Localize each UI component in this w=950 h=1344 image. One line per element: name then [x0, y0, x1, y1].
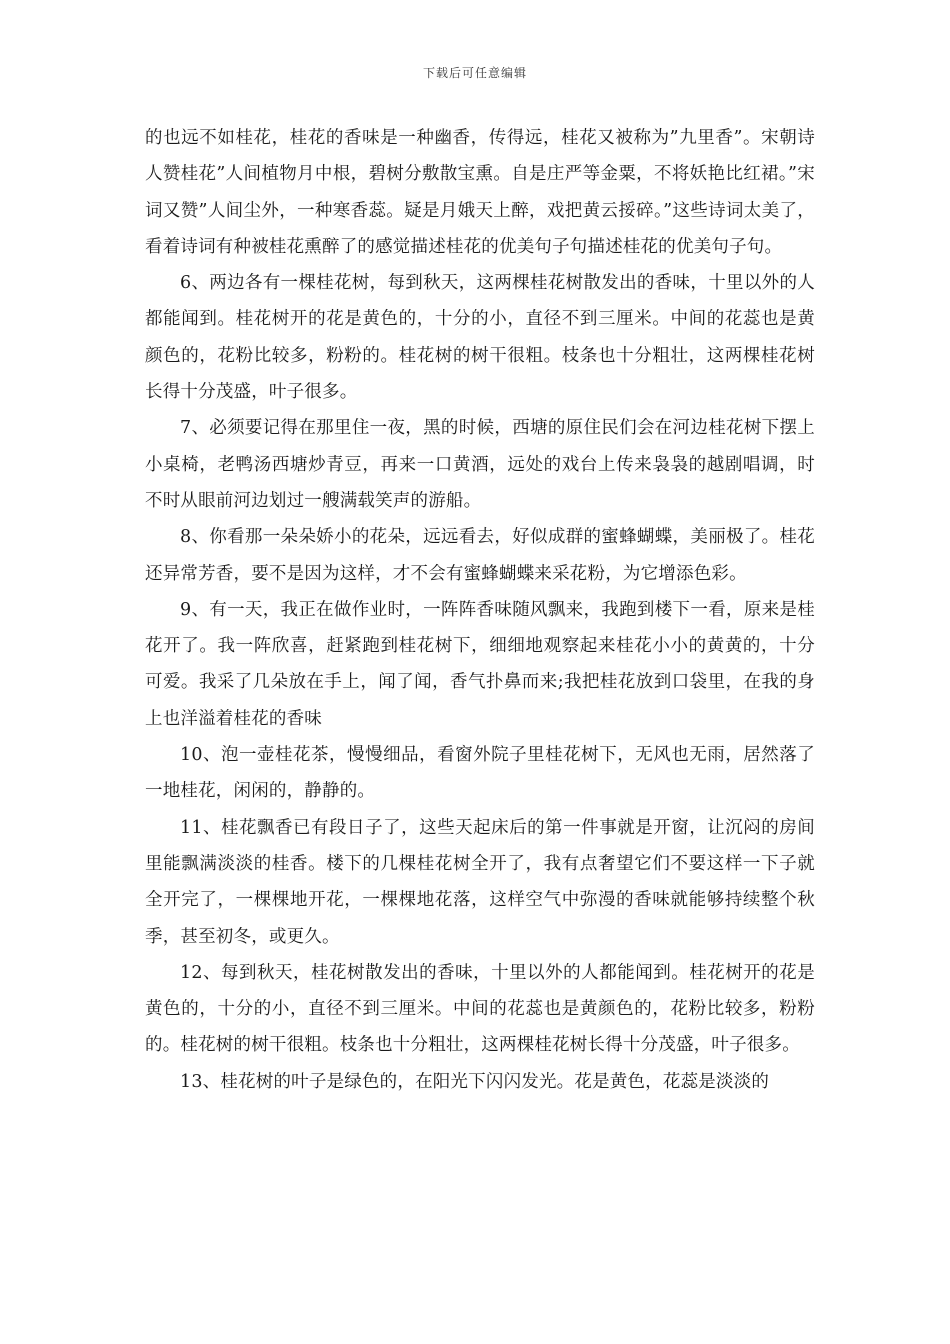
paragraph-10: 10、泡一壶桂花茶，慢慢细品，看窗外院子里桂花树下，无风也无雨，居然落了一地桂花，闲闲的，静静的。 — [145, 745, 815, 802]
paragraph-6: 6、两边各有一棵桂花树，每到秋天，这两棵桂花树散发出的香味，十里以外的人都能闻到。桂花树开的花是黄色的，十分的小，直径不到三厘米。中间的花蕊也是黄颜色的，花粉比较多，粉粉的。桂花树的树干很粗。枝条也十分粗壮，这两棵桂花树长得十分茂盛，叶子很多。 — [145, 273, 815, 403]
paragraph-12: 12、每到秋天，桂花树散发出的香味，十里以外的人都能闻到。桂花树开的花是黄色的，十分的小，直径不到三厘米。中间的花蕊也是黄颜色的，花粉比较多，粉粉的。桂花树的树干很粗。枝条也十分粗壮，这两棵桂花树长得十分茂盛，叶子很多。 — [145, 962, 815, 1056]
paragraph-7: 7、必须要记得在那里住一夜，黑的时候，西塘的原住民们会在河边桂花树下摆上小桌椅，老鸭汤西塘炒青豆，再来一口黄酒，远处的戏台上传来袅袅的越剧唱调，时不时从眼前河边划过一艘满载笑声的游船。 — [145, 418, 815, 511]
page-header: 下载后可任意编辑 — [422, 66, 527, 80]
paragraph-continuation: 的也远不如桂花，桂花的香味是一种幽香，传得远，桂花又被称为”九里香”。宋朝诗人赞桂花”人间植物月中根，碧树分敷散宝熏。自是庄严等金粟，不将妖艳比红裙。”宋词又赞”人间尘外，一种寒香蕊。疑是月娥天上醉，戏把黄云挼碎。”这些诗词太美了，看着诗词有种被桂花熏醉了的感觉描述桂花的优美句子句描述桂花的优美句子句。 — [145, 128, 815, 257]
paragraph-11: 11、桂花飘香已有段日子了，这些天起床后的第一件事就是开窗，让沉闷的房间里能飘满淡淡的桂香。楼下的几棵桂花树全开了，我有点奢望它们不要这样一下子就全开完了，一棵棵地开花，一棵棵地花落，这样空气中弥漫的香味就能够持续整个秋季，甚至初冬，或更久。 — [145, 817, 815, 947]
paragraph-8: 8、你看那一朵朵娇小的花朵，远远看去，好似成群的蜜蜂蝴蝶，美丽极了。桂花还异常芳香，要不是因为这样，才不会有蜜蜂蝴蝶来采花粉，为它增添色彩。 — [145, 527, 815, 584]
document-body — [145, 120, 815, 1100]
paragraph-13: 13、桂花树的叶子是绿色的，在阳光下闪闪发光。花是黄色，花蕊是淡淡的 — [180, 1071, 770, 1092]
paragraph-9: 9、有一天，我正在做作业时，一阵阵香味随风飘来，我跑到楼下一看，原来是桂花开了。我一阵欣喜，赶紧跑到桂花树下，细细地观察起来桂花小小的黄黄的，十分可爱。我采了几朵放在手上，闻了闻，香气扑鼻而来;我把桂花放到口袋里，在我的身上也洋溢着桂花的香味 — [145, 599, 815, 729]
